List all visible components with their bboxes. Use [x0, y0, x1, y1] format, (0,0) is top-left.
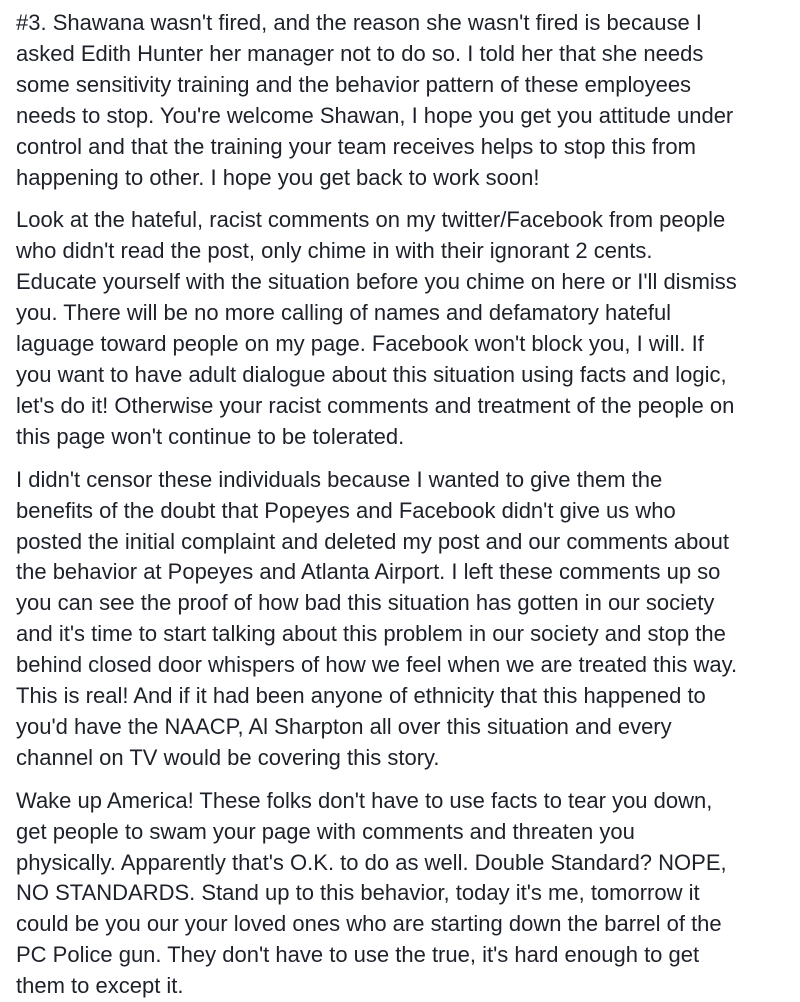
post-paragraph-1: #3. Shawana wasn't fired, and the reason she wasn't fired is because I asked Edith Hunter her manager not to do so. I told her that she needs some sensitivity training and the behavior pattern of these employees needs to stop. You're welcome Shawan, I hope you get you attitude under control and that the training your team receives helps to stop this from happening to other. I hope you get back to work soon! [16, 10, 734, 190]
post-paragraph-2: Look at the hateful, racist comments on my twitter/Facebook from people who didn't read the post, only chime in with their ignorant 2 cents. Educate yourself with the situation before you chime on here or I'll dismiss you. There will be no more calling of names and defamatory hateful laguage toward people on my page. Facebook won't block you, I will. If you want to have adult dialogue about this situation using facts and logic, let's do it! Otherwise your racist comments and treatment of the people on this page won't continue to be tolerated. [16, 207, 737, 449]
post-paragraph-4: Wake up America! These folks don't have to use facts to tear you down, get people to swam your page with comments and threaten you physically. Apparently that's O.K. to do as well. Double Standard? NOPE, NO STANDARDS. Stand up to this behavior, today it's me, tomorrow it could be you our your loved ones who are starting down the barrel of the PC Police gun. They don't have to use the true, it's hard enough to get them to except it. [16, 787, 727, 999]
post-paragraph-3: I didn't censor these individuals because I wanted to give them the benefits of the doubt that Popeyes and Facebook didn't give us who posted the initial complaint and deleted my post and our comments about the behavior at Popeyes and Atlanta Airport. I left these comments up so you can see the proof of how bad this situation has gotten in our society and it's time to start talking about this problem in our society and stop the behind closed door whispers of how we feel when we are treated this way. This is real! And if it had been anyone of ethnicity that this happened to you'd have the NAACP, Al Sharpton all over this situation and every channel on TV would be covering this story. [16, 466, 738, 770]
